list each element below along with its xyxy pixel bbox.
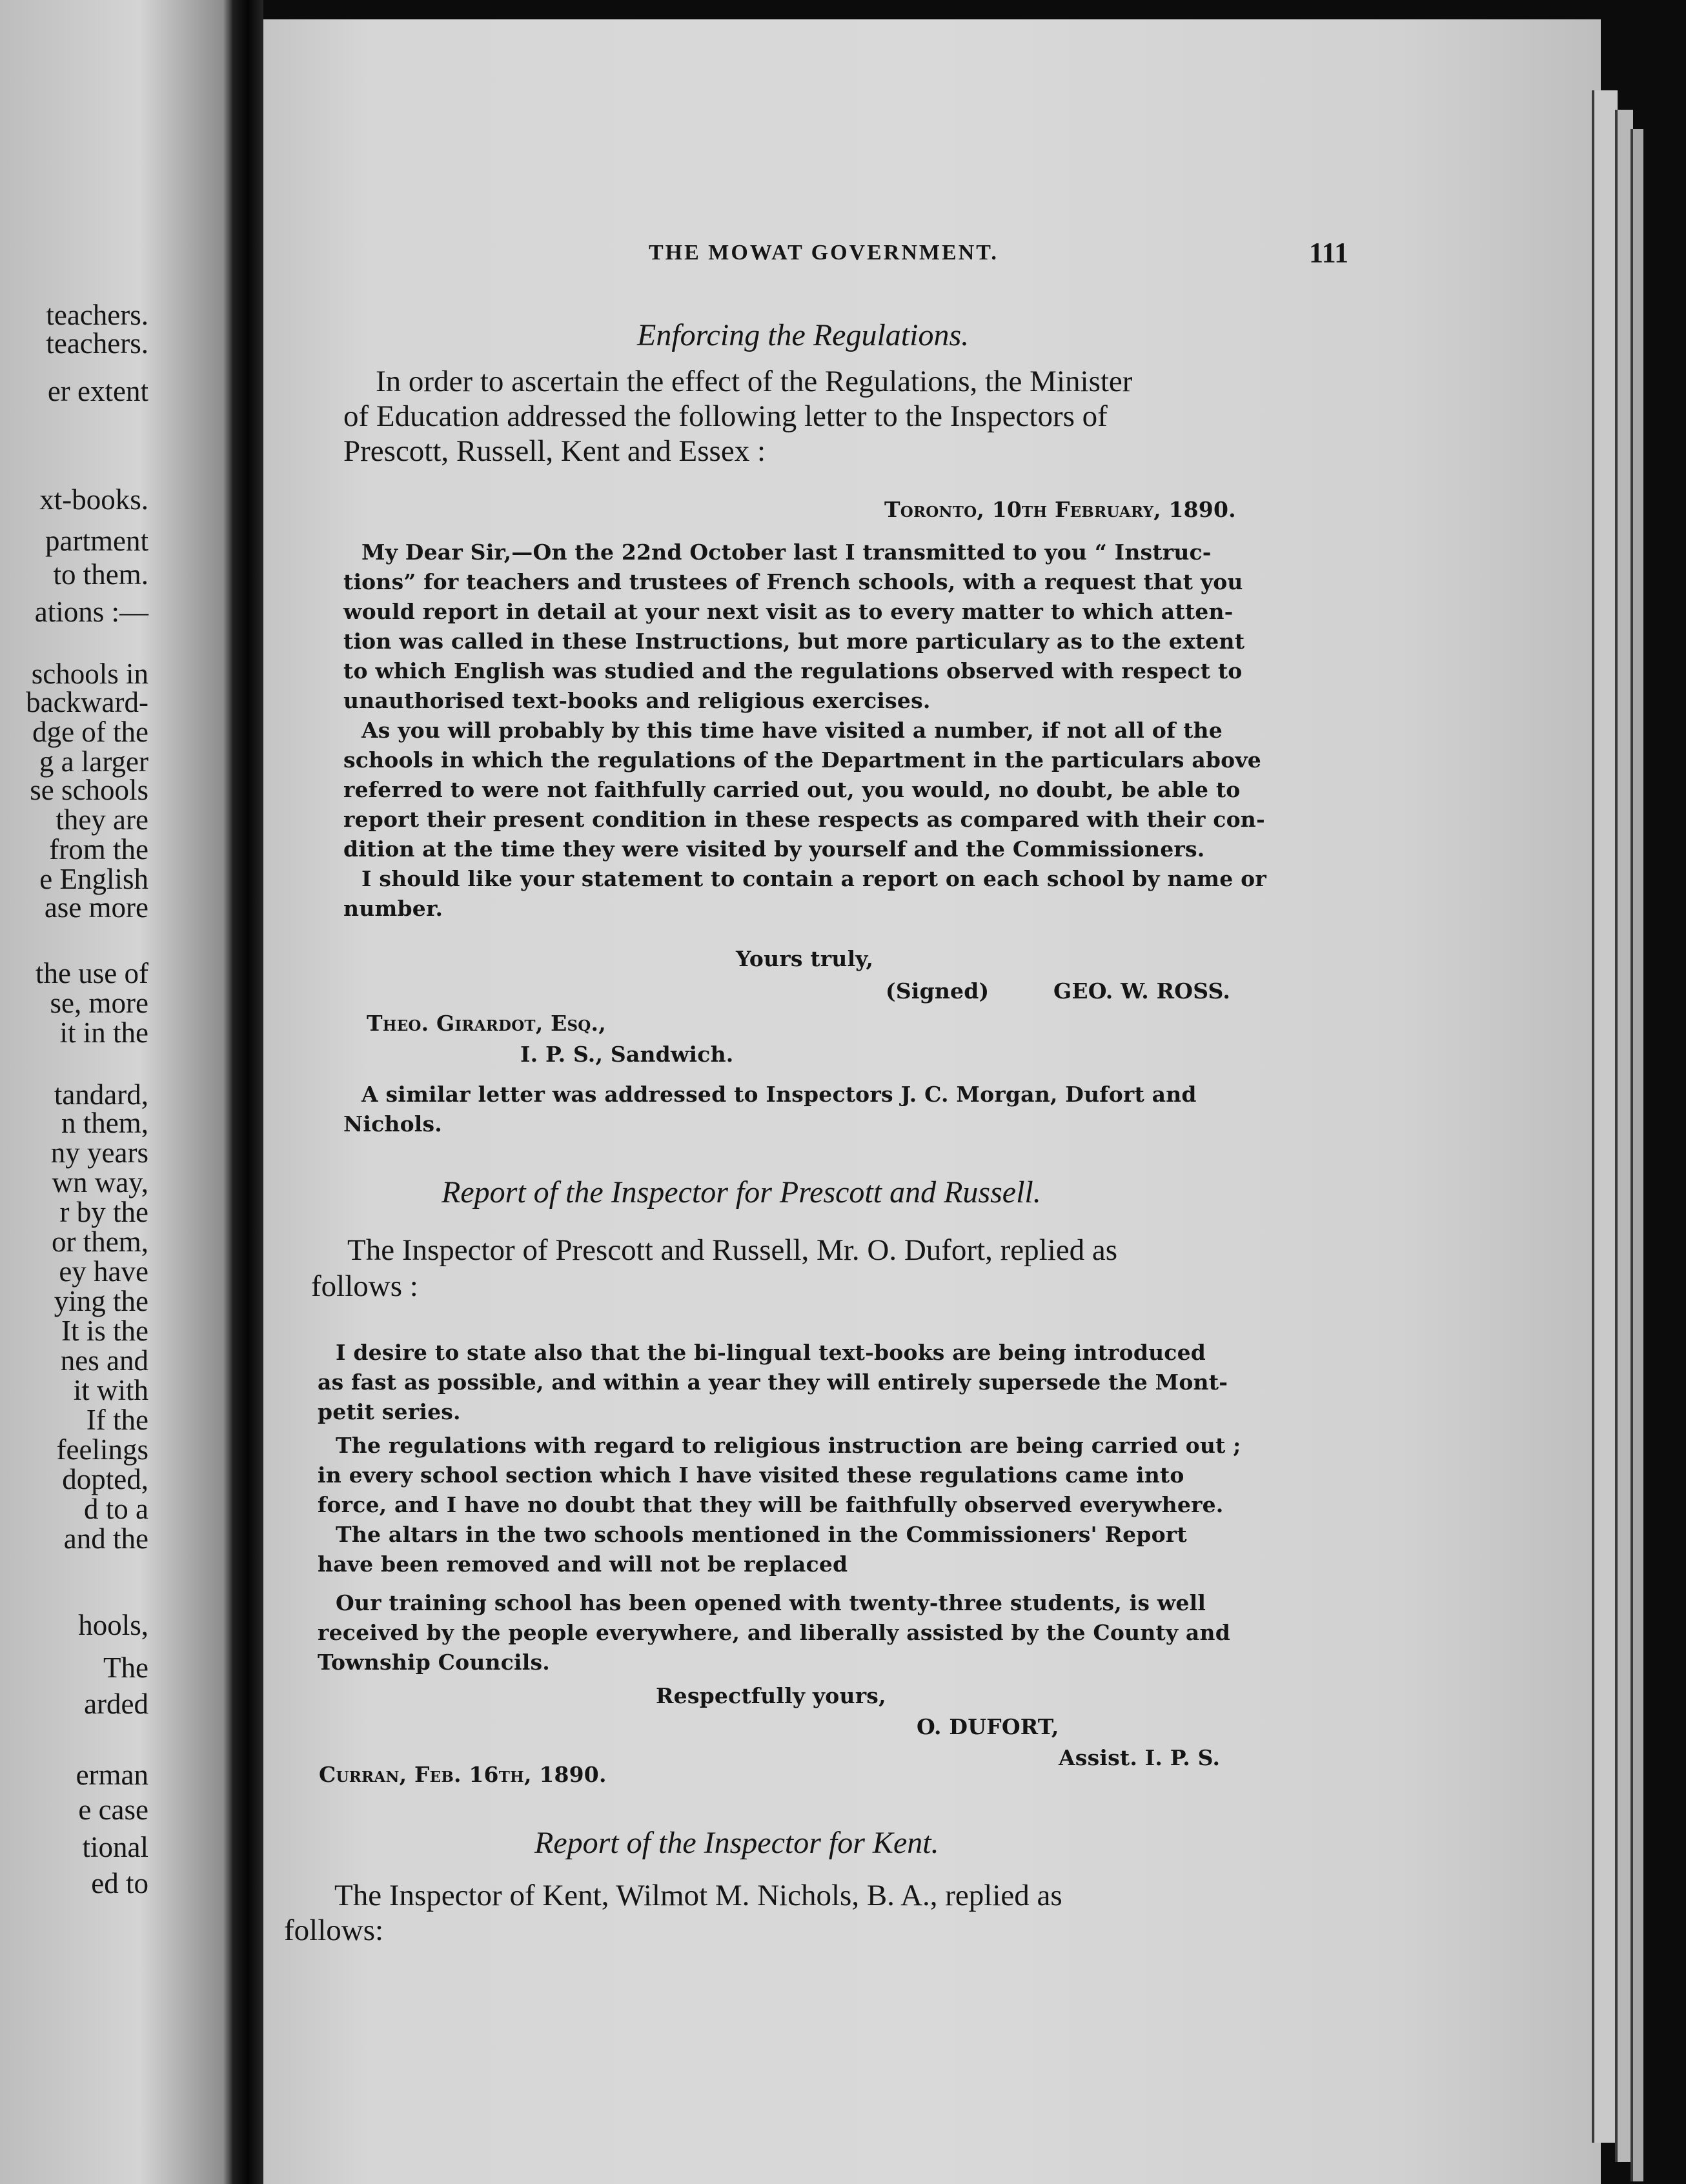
- left-page-line: dopted,: [62, 1463, 148, 1495]
- similar-letter-line: Nichols.: [343, 1111, 443, 1137]
- letter-line: unauthorised text-books and religious exercises.: [343, 688, 931, 713]
- letter-line: As you will probably by this time have visited a number, if not all of the: [361, 718, 1223, 743]
- left-page-line: it in the: [59, 1016, 148, 1049]
- page-edge: [1630, 129, 1643, 2181]
- letter-line: referred to were not faithfully carried out, you would, no doubt, be able to: [343, 777, 1241, 802]
- addressee-name: Theo. Girardot, Esq.,: [367, 1011, 606, 1036]
- left-page-line: ey have: [59, 1255, 148, 1288]
- book-gutter: [232, 0, 263, 2184]
- report-line: received by the people everywhere, and liberally assisted by the County and: [318, 1620, 1230, 1645]
- left-page-line: ying the: [54, 1285, 148, 1317]
- letter-line: would report in detail at your next visit as to every matter to which atten-: [343, 599, 1234, 624]
- left-facing-page: [0, 0, 232, 2184]
- left-page-line: e English: [39, 863, 148, 895]
- left-page-line: se schools: [30, 774, 148, 806]
- intro-line: The Inspector of Kent, Wilmot M. Nichols, B. A., replied as: [334, 1879, 1062, 1912]
- letter-line: dition at the time they were visited by yourself and the Commissioners.: [343, 836, 1205, 862]
- signed-label: (Signed): [886, 978, 990, 1004]
- addressee-place: I. P. S., Sandwich.: [520, 1042, 734, 1067]
- left-page-line: The: [103, 1652, 148, 1684]
- report-line: Township Councils.: [318, 1650, 550, 1675]
- left-page-line: partment: [45, 525, 148, 557]
- intro-line: Prescott, Russell, Kent and Essex :: [343, 434, 766, 468]
- report-line: in every school section which I have visited these regulations came into: [318, 1462, 1184, 1488]
- left-page-line: arded: [84, 1688, 148, 1720]
- left-page-line: schools in: [31, 658, 148, 690]
- report-line: force, and I have no doubt that they will be faithfully observed everywhere.: [318, 1492, 1224, 1517]
- page-number: 111: [1309, 237, 1349, 268]
- left-page-line: teachers.: [46, 327, 148, 359]
- left-page-line: and the: [63, 1522, 148, 1555]
- letter-dateline: Toronto, 10th February, 1890.: [884, 497, 1236, 522]
- left-page-line: dge of the: [32, 716, 148, 748]
- left-page-line: the use of: [36, 957, 148, 989]
- left-page-line: hools,: [78, 1609, 148, 1641]
- letter-line: number.: [343, 896, 443, 921]
- report-line: petit series.: [318, 1399, 461, 1424]
- left-page-line: g a larger: [39, 745, 148, 778]
- letter-line: tions” for teachers and trustees of French schools, with a request that you: [343, 569, 1243, 594]
- letter-closing: Yours truly,: [736, 946, 874, 971]
- section-heading-kent: Report of the Inspector for Kent.: [534, 1826, 939, 1860]
- left-page-line: nes and: [60, 1344, 148, 1377]
- left-page-line: or them,: [52, 1226, 148, 1258]
- report-signer-title: Assist. I. P. S.: [1059, 1745, 1221, 1770]
- report-line: The altars in the two schools mentioned in the Commissioners' Report: [336, 1522, 1187, 1547]
- letter-signer: GEO. W. ROSS.: [1053, 978, 1231, 1004]
- intro-line: In order to ascertain the effect of the Regulations, the Minister: [376, 365, 1133, 398]
- left-page-line: they are: [56, 804, 148, 836]
- section-heading-prescott-russell: Report of the Inspector for Prescott and Russell.: [442, 1175, 1041, 1209]
- report-line: have been removed and will not be replaced: [318, 1552, 848, 1577]
- intro-line: follows :: [311, 1269, 418, 1303]
- intro-line: follows:: [284, 1914, 384, 1947]
- left-page-line: r by the: [59, 1196, 148, 1228]
- report-line: The regulations with regard to religious instruction are being carried out ;: [336, 1433, 1241, 1458]
- report-line: as fast as possible, and within a year they will entirely supersede the Mont-: [318, 1370, 1228, 1395]
- left-page-line: tandard,: [54, 1078, 148, 1111]
- section-heading-enforcing: Enforcing the Regulations.: [637, 318, 970, 352]
- left-page-line: d to a: [84, 1493, 148, 1525]
- left-page-line: If the: [86, 1404, 148, 1436]
- report-line: Our training school has been opened with twenty-three students, is well: [336, 1590, 1206, 1615]
- main-page: [263, 19, 1601, 2184]
- left-page-line: er extent: [47, 375, 148, 407]
- letter-line: to which English was studied and the regulations observed with respect to: [343, 658, 1243, 683]
- left-page-line: backward-: [26, 686, 148, 718]
- left-page-line: ed to: [91, 1867, 148, 1899]
- left-page-line: it with: [73, 1374, 148, 1406]
- left-page-line: ase more: [44, 891, 148, 924]
- letter-line: report their present condition in these respects as compared with their con-: [343, 807, 1265, 832]
- intro-line: The Inspector of Prescott and Russell, Mr. O. Dufort, replied as: [347, 1233, 1118, 1267]
- intro-line: of Education addressed the following letter to the Inspectors of: [343, 399, 1108, 433]
- letter-line: schools in which the regulations of the Department in the particulars above: [343, 747, 1261, 773]
- running-title: THE MOWAT GOVERNMENT.: [649, 241, 999, 265]
- left-page-line: n them,: [61, 1107, 148, 1139]
- left-page-line: from the: [49, 833, 148, 865]
- page-edge: [1592, 90, 1618, 2143]
- letter-line: I should like your statement to contain a report on each school by name or: [361, 866, 1266, 891]
- left-page-line: feelings: [56, 1433, 148, 1466]
- letter-line: My Dear Sir,—On the 22nd October last I transmitted to you “ Instruc-: [361, 540, 1212, 565]
- left-page-line: tional: [82, 1831, 148, 1863]
- report-closing: Respectfully yours,: [656, 1683, 886, 1708]
- left-page-line: se, more: [50, 987, 148, 1019]
- left-page-line: erman: [76, 1759, 148, 1791]
- left-page-line: It is the: [61, 1315, 148, 1347]
- report-line: I desire to state also that the bi-lingual text-books are being introduced: [336, 1340, 1206, 1365]
- left-page-line: wn way,: [52, 1166, 148, 1198]
- letter-line: tion was called in these Instructions, but more particulary as to the extent: [343, 629, 1245, 654]
- left-page-line: ations :—: [34, 596, 148, 628]
- similar-letter-line: A similar letter was addressed to Inspectors J. C. Morgan, Dufort and: [361, 1082, 1197, 1107]
- left-page-line: to them.: [53, 558, 148, 591]
- left-page-line: teachers.: [46, 299, 148, 331]
- report-dateline: Curran, Feb. 16th, 1890.: [319, 1762, 607, 1787]
- left-page-line: e case: [78, 1794, 148, 1826]
- left-page-line: xt-books.: [39, 483, 148, 516]
- report-signer: O. DUFORT,: [917, 1714, 1059, 1739]
- left-page-line: ny years: [50, 1137, 148, 1169]
